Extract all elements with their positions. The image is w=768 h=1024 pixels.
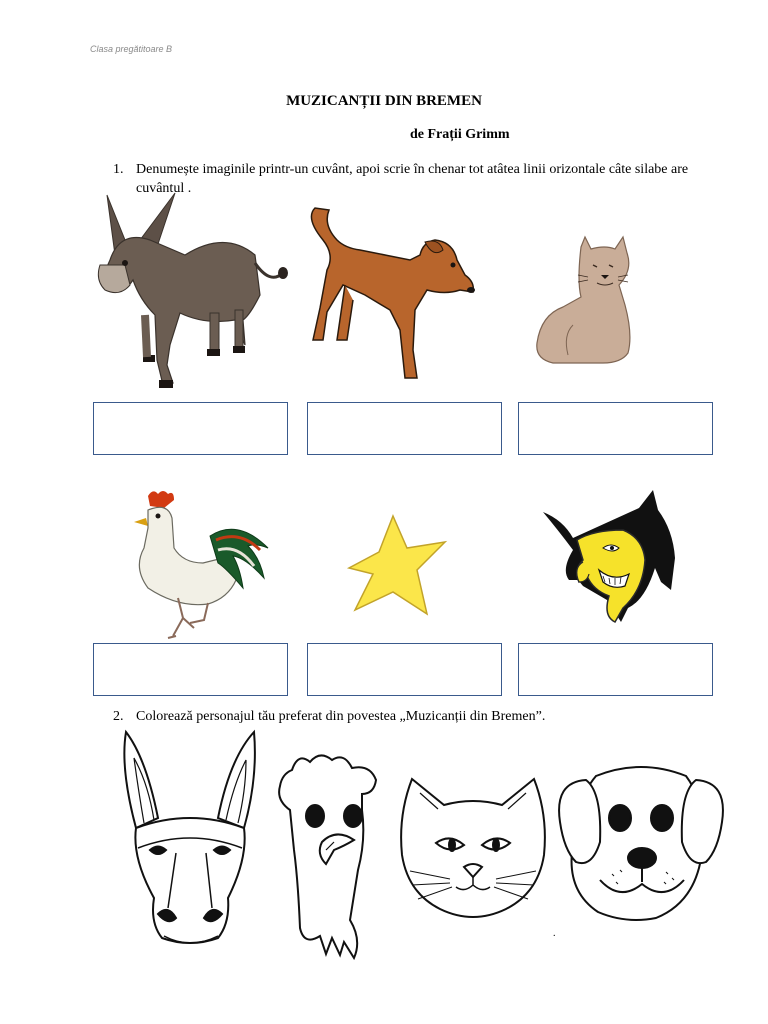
rooster-icon xyxy=(128,488,273,640)
class-note: Clasa pregătitoare B xyxy=(90,44,173,54)
answer-box-witch[interactable] xyxy=(518,643,713,696)
answer-box-cat[interactable] xyxy=(518,402,713,455)
page-title: MUZICANȚII DIN BREMEN xyxy=(286,93,482,109)
author-line: de Frații Grimm xyxy=(410,127,510,142)
dog-mask-icon xyxy=(556,762,726,927)
stray-dot: . xyxy=(553,928,556,939)
answer-box-star[interactable] xyxy=(307,643,502,696)
star-icon xyxy=(345,512,450,620)
cat-icon xyxy=(533,235,633,367)
dog-icon xyxy=(305,200,480,382)
donkey-mask-icon xyxy=(118,728,263,953)
answer-box-dog[interactable] xyxy=(307,402,502,455)
task-1-number: 1. xyxy=(113,162,124,177)
answer-box-rooster[interactable] xyxy=(93,643,288,696)
donkey-icon xyxy=(95,185,290,395)
task-2 xyxy=(113,707,693,727)
task-1-text: Denumește imaginile printr-un cuvânt, apoi scrie în chenar tot atâtea linii orizontale câte silabe are cuvântul . xyxy=(136,162,689,196)
task-2-number: 2. xyxy=(113,709,124,724)
answer-box-donkey[interactable] xyxy=(93,402,288,455)
witch-icon xyxy=(543,490,688,626)
task-2-text: Colorează personajul tău preferat din povestea „Muzicanții din Bremen”. xyxy=(136,709,546,724)
cat-mask-icon xyxy=(398,775,548,925)
rooster-mask-icon xyxy=(270,750,385,960)
